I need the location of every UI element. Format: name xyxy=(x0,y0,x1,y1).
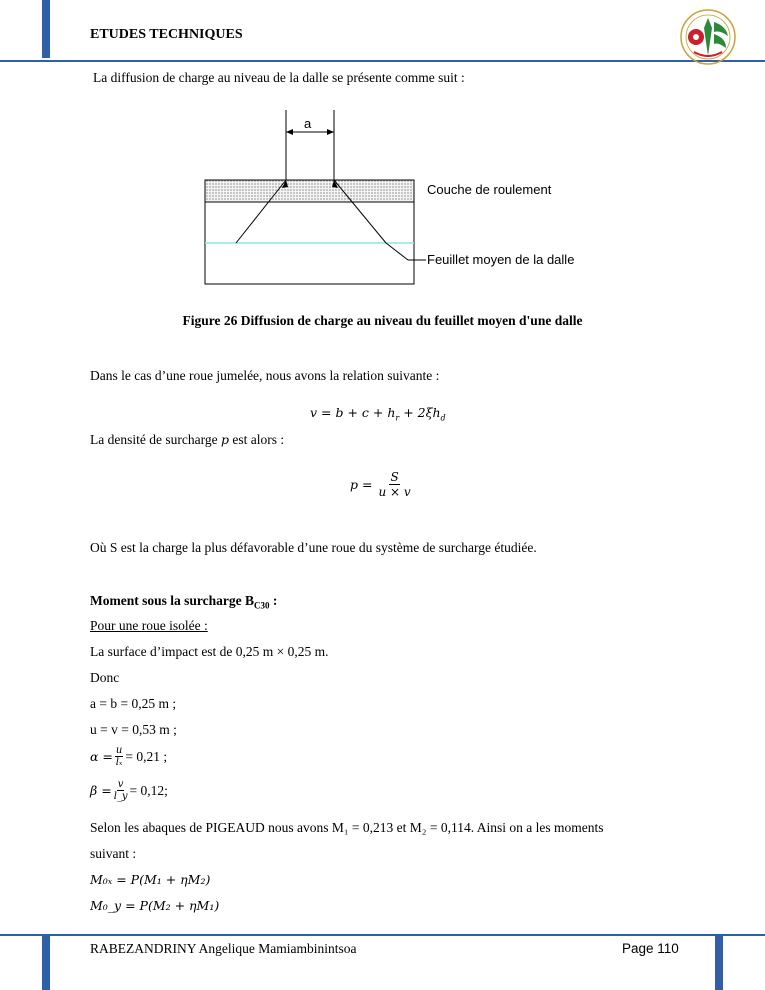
section-heading: Moment sous la surcharge $B_{C30}$ : xyxy=(90,593,278,611)
footer-page-number: Page 110 xyxy=(622,941,679,956)
beta-line: β = $\frac{v}{l\_y}$ = 0,12; xyxy=(90,779,168,802)
university-logo xyxy=(672,8,744,66)
mid-layer-label: Feuillet moyen de la dalle xyxy=(427,252,575,267)
header-left-bar xyxy=(42,0,50,58)
line-donc: Donc xyxy=(90,670,120,685)
paragraph-2: La densité de surcharge p est alors : xyxy=(90,432,285,447)
header-rule xyxy=(0,60,765,62)
header-title: ETUDES TECHNIQUES xyxy=(90,27,243,42)
figure-caption: Figure 26 Diffusion de charge au niveau du feuillet moyen d'une dalle xyxy=(182,313,583,328)
line-ab: a = b = 0,25 m ; xyxy=(90,696,177,711)
line-uv: u = v = 0,53 m ; xyxy=(90,722,177,737)
moment-x: M₀ₓ = P(M₁ + ηM₂) xyxy=(90,872,211,887)
alpha-line: α = $\frac{u}{\text{lₓ}}$ = 0,21 ; xyxy=(90,745,168,768)
intro-text: La diffusion de charge au niveau de la dalle se présente comme suit : xyxy=(93,70,465,85)
pigeaud-line-2: suivant : xyxy=(90,846,137,861)
pigeaud-line-1: Selon les abaques de PIGEAUD nous avons M₁ = 0,213 et M₂ = 0,114. Ainsi on a les moments xyxy=(90,820,604,835)
moment-y: M₀_y = P(M₂ + ηM₁) xyxy=(90,898,220,913)
footer-right-bar xyxy=(715,934,723,990)
subheading: Pour une roue isolée : xyxy=(90,618,208,633)
layer-label: Couche de roulement xyxy=(427,182,552,197)
footer-left-bar xyxy=(42,934,50,990)
equation-p: p = $\frac{S}{u \times v}$ xyxy=(350,470,411,499)
equation-v: $v = b + c + h_r + 2\xi h_d$ xyxy=(310,405,446,423)
paragraph-1: Dans le cas d’une roue jumelée, nous avons la relation suivante : xyxy=(90,368,440,383)
paragraph-3: Où S est la charge la plus défavorable d’une roue du système de surcharge étudiée. xyxy=(90,540,537,555)
load-diffusion-figure xyxy=(200,108,620,293)
footer-rule xyxy=(0,934,765,936)
dimension-a-label: a xyxy=(304,116,312,131)
footer-author: RABEZANDRINY Angelique Mamiambinintsoa xyxy=(90,941,357,956)
line-impact: La surface d’impact est de 0,25 m × 0,25 m. xyxy=(90,644,329,659)
